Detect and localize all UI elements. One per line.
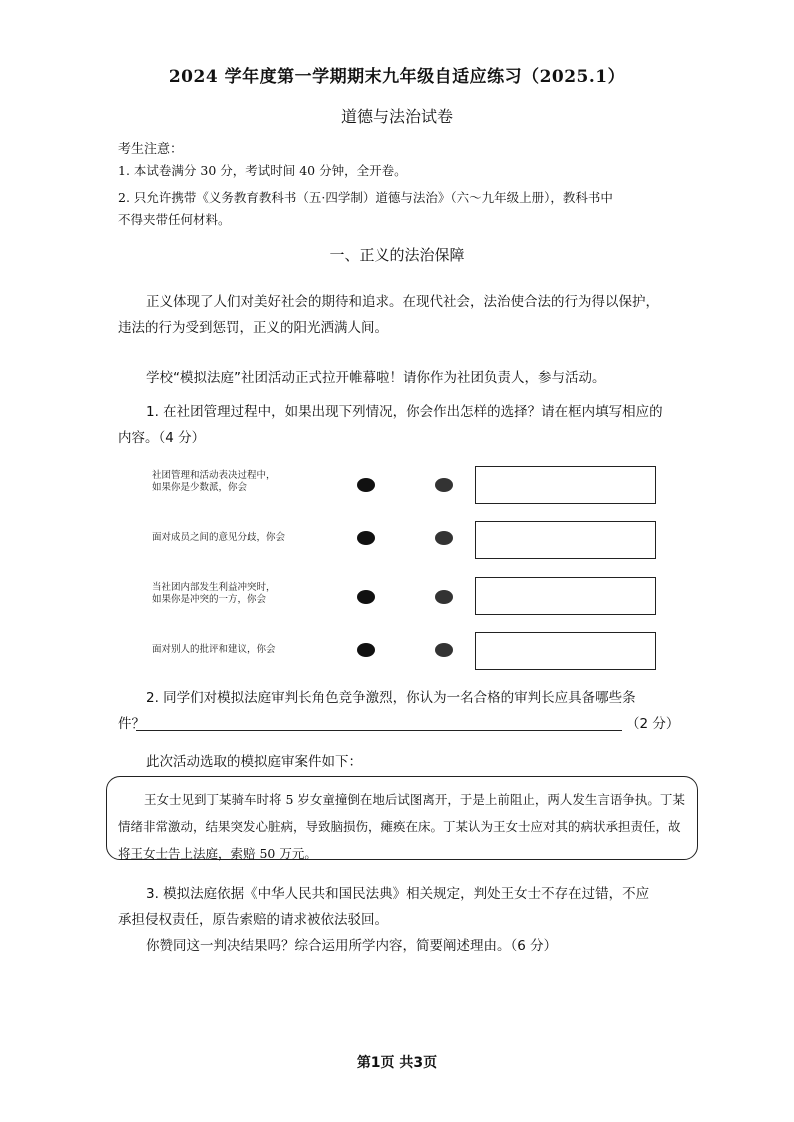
situation-4-line-1: 面对别人的批评和建议，你会 bbox=[152, 644, 276, 655]
situation-1 bbox=[152, 470, 342, 494]
situation-4 bbox=[152, 644, 342, 656]
q3-line-3: 你赞同这一判决结果吗？综合运用所学内容，简要阐述理由。（6 分） bbox=[146, 938, 558, 954]
answer-box-4[interactable] bbox=[475, 632, 656, 670]
exam-title: 2024 学年度第一学期期末九年级自适应练习（2025.1） bbox=[168, 67, 626, 87]
intro-line-2: 违法的行为受到惩罚，正义的阳光洒满人间。 bbox=[118, 320, 388, 336]
bullet-dot-icon bbox=[357, 643, 375, 657]
situation-1-line-1: 社团管理和活动表决过程中， bbox=[152, 470, 276, 481]
case-intro: 此次活动选取的模拟庭审案件如下： bbox=[146, 754, 362, 770]
bullet-dot-icon bbox=[435, 590, 453, 604]
notice-item-1: 1. 本试卷满分 30 分，考试时间 40 分钟，全开卷。 bbox=[118, 163, 407, 178]
bullet-dot-icon bbox=[435, 643, 453, 657]
q3-line-1: 3. 模拟法庭依据《中华人民共和国民法典》相关规定，判处王女士不存在过错，不应 bbox=[146, 886, 650, 902]
answer-box-1[interactable] bbox=[475, 466, 656, 504]
answer-box-2[interactable] bbox=[475, 521, 656, 559]
q1-line-1: 1. 在社团管理过程中，如果出现下列情况，你会作出怎样的选择？请在框内填写相应的 bbox=[146, 404, 663, 420]
intro-line-1: 正义体现了人们对美好社会的期待和追求。在现代社会，法治使合法的行为得以保护， bbox=[146, 294, 659, 310]
page-number: 第1页 共3页 bbox=[356, 1055, 438, 1071]
q2-line-2-prefix: 件？ bbox=[118, 716, 145, 732]
bullet-dot-icon bbox=[435, 531, 453, 545]
situation-1-line-2: 如果你是少数派，你会 bbox=[152, 482, 248, 493]
q3-line-2: 承担侵权责任，原告索赔的请求被依法驳回。 bbox=[118, 912, 388, 928]
bullet-dot-icon bbox=[357, 531, 375, 545]
situation-2 bbox=[152, 532, 342, 544]
notice-heading: 考生注意： bbox=[118, 142, 184, 157]
situation-3-line-2: 如果你是冲突的一方，你会 bbox=[152, 594, 267, 605]
bullet-dot-icon bbox=[357, 590, 375, 604]
answer-box-3[interactable] bbox=[475, 577, 656, 615]
q2-line-1: 2. 同学们对模拟法庭审判长角色竞争激烈，你认为一名合格的审判长应具备哪些条 bbox=[146, 690, 636, 706]
situation-2-line-1: 面对成员之间的意见分歧，你会 bbox=[152, 532, 286, 543]
q2-answer-line[interactable] bbox=[136, 730, 622, 731]
case-text: 王女士见到丁某骑车时将 5 岁女童撞倒在地后试图离开，于是上前阻止，两人发生言语争执。丁某情绪非常激动，结果突发心脏病，导致脑损伤，瘫痪在床。丁某认为王女士应对其的病状承担责任，故将王女士告上法庭，索赔 50 万元。 bbox=[118, 792, 685, 861]
situation-3-line-1: 当社团内部发生利益冲突时， bbox=[152, 582, 276, 593]
exam-subtitle: 道德与法治试卷 bbox=[340, 107, 453, 126]
situation-3 bbox=[152, 582, 342, 606]
activity-text: 学校“模拟法庭”社团活动正式拉开帷幕啦！请你作为社团负责人，参与活动。 bbox=[146, 370, 606, 386]
notice-item-2: 2. 只允许携带《义务教育教科书（五·四学制）道德与法治》（六～九年级上册），教科书中 bbox=[118, 190, 613, 205]
section-title: 一、正义的法治保障 bbox=[329, 246, 465, 264]
q2-points: （2 分） bbox=[626, 716, 680, 732]
notice-item-2-cont: 不得夹带任何材料。 bbox=[118, 212, 231, 227]
bullet-dot-icon bbox=[357, 478, 375, 492]
bullet-dot-icon bbox=[435, 478, 453, 492]
q1-line-2: 内容。（4 分） bbox=[118, 430, 206, 446]
